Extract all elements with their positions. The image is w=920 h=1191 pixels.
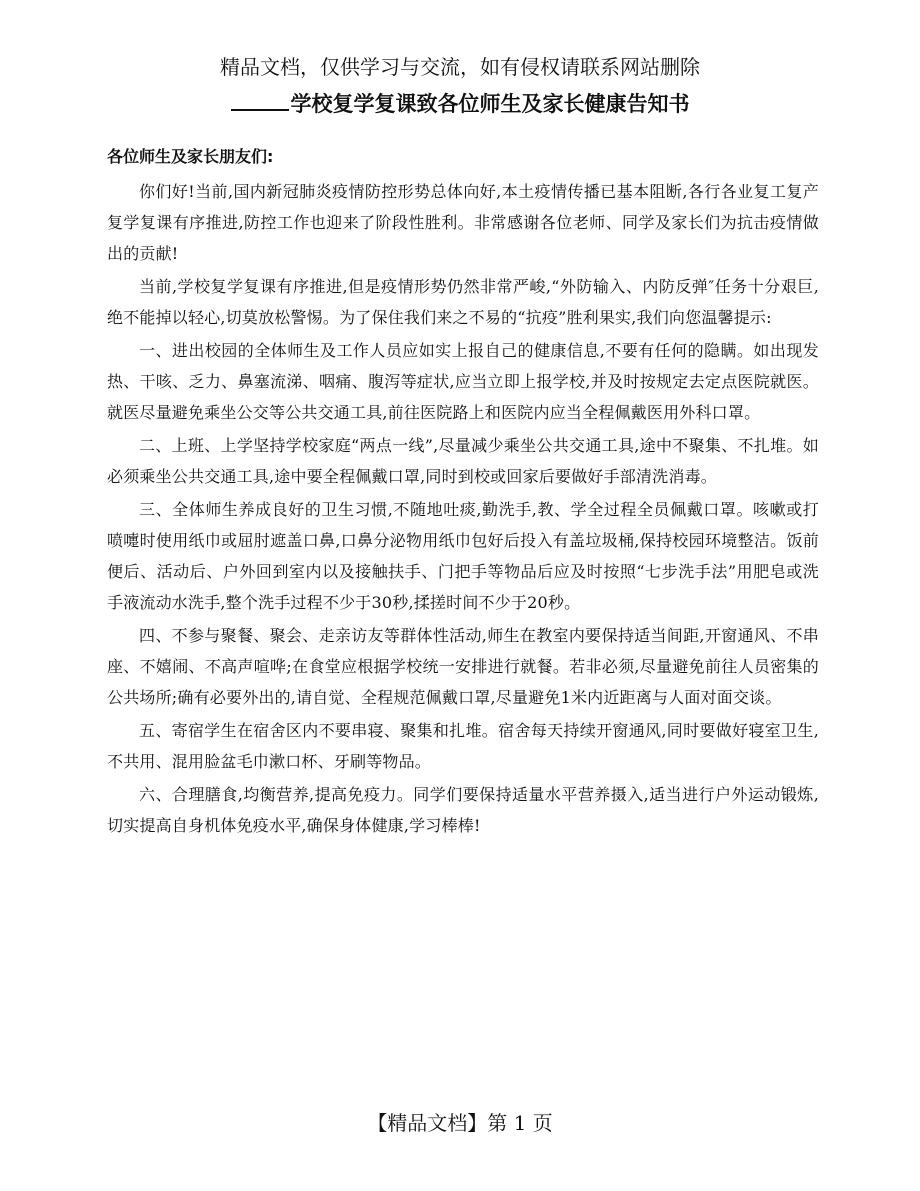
paragraph-item-6: 六、合理膳食,均衡营养,提高免疫力。同学们要保持适量水平营养摄入,适当进行户外运动锻炼,切实提高自身机体免疫水平,确保身体健康,学习棒棒! xyxy=(107,785,819,835)
paragraph-item-4: 四、不参与聚餐、聚会、走亲访友等群体性活动,师生在教室内要保持适当间距,开窗通风、不串座、不嬉闹、不高声喧哗;在食堂应根据学校统一安排进行就餐。若非必须,尽量避免前往人员密集的公共场所;确有必要外出的,请自觉、全程规范佩戴口罩,尽量避免1米内近距离与人面对面交谈。 xyxy=(107,626,819,707)
letter-body xyxy=(107,176,819,843)
paragraph-item-5: 五、寄宿学生在宿舍区内不要串寝、聚集和扎堆。宿舍每天持续开窗通风,同时要做好寝室卫生,不共用、混用脸盆毛巾漱口杯、牙刷等物品。 xyxy=(107,721,819,771)
page-footer: 【精品文档】第 1 页 xyxy=(367,1111,553,1135)
document-title xyxy=(0,88,920,120)
paragraph-item-1: 一、进出校园的全体师生及工作人员应如实上报自己的健康信息,不要有任何的隐瞒。如出现发热、干咳、乏力、鼻塞流涕、咽痛、腹泻等症状,应当立即上报学校,并及时按规定去定点医院就医。就医尽量避免乘坐公交等公共交通工具,前往医院路上和医院内应当全程佩戴医用外科口罩。 xyxy=(107,341,819,422)
header-note: 精品文档，仅供学习与交流，如有侵权请联系网站删除 xyxy=(220,55,700,79)
paragraph-intro: 你们好!当前,国内新冠肺炎疫情防控形势总体向好,本土疫情传播已基本阻断,各行各业复工复产复学复课有序推进,防控工作也迎来了阶段性胜利。非常感谢各位老师、同学及家长们为抗击疫情做出的贡献! xyxy=(107,182,819,263)
paragraph-item-3: 三、全体师生养成良好的卫生习惯,不随地吐痰,勤洗手,教、学全过程全员佩戴口罩。咳嗽或打喷嚏时使用纸巾或屈肘遮盖口鼻,口鼻分泌物用纸巾包好后投入有盖垃圾桶,保持校园环境整洁。饭前便后、活动后、户外回到室内以及接触扶手、门把手等物品后应及时按照“七步洗手法”用肥皂或洗手液流动水洗手,整个洗手过程不少于30秒,揉搓时间不少于20秒。 xyxy=(107,500,819,612)
greeting: 各位师生及家长朋友们: xyxy=(107,147,274,166)
title-blank-line xyxy=(231,89,289,111)
paragraph-item-2: 二、上班、上学坚持学校家庭“两点一线”,尽量减少乘坐公共交通工具,途中不聚集、不扎堆。如必须乘坐公共交通工具,途中要全程佩戴口罩,同时到校或回家后要做好手部清洗消毒。 xyxy=(107,436,819,486)
title-text: 学校复学复课致各位师生及家长健康告知书 xyxy=(290,92,690,116)
paragraph-reminder: 当前,学校复学复课有序推进,但是疫情形势仍然非常严峻,“外防输入、内防反弹″任务十分艰巨,绝不能掉以轻心,切莫放松警惕。为了保住我们来之不易的“抗疫”胜利果实,我们向您温馨提示: xyxy=(107,277,819,327)
